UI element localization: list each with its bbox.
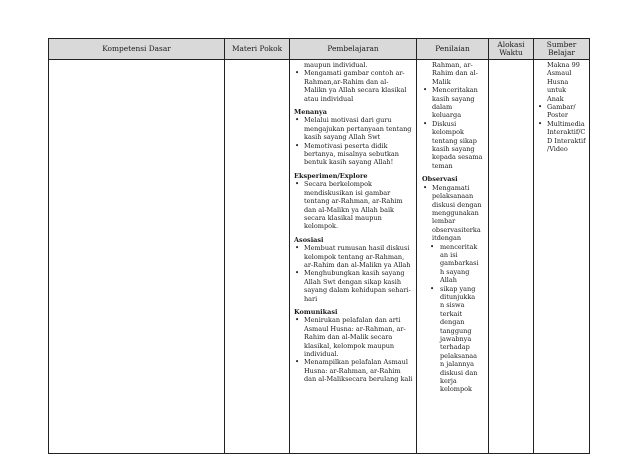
penilaian-bullet: • Menceritakan kasih sayang dalam keluarga: [422, 86, 486, 120]
header-penilaian: Penilaian: [417, 39, 489, 60]
observasi-sub-bullet: • menceritak an isi gambarkasi h sayang Allah: [422, 243, 486, 285]
intro-continuation: maupun individual.: [304, 61, 368, 69]
header-pembelajaran: Pembelajaran: [290, 39, 417, 60]
sumber-bullet: • Gambar/ Poster: [537, 103, 587, 120]
cell-pembelajaran: [290, 60, 417, 454]
observasi-heading: Observasi: [422, 175, 458, 184]
komunikasi-bullet: • Menirukan pelafalan dan arti Asmaul Husna: ar-Rahman, ar- Rahim dan al-Malik secara klasikal, kelompok maupun individual.: [294, 316, 414, 358]
penilaian-continuation: Rahman, ar- Rahim dan al- Malik: [432, 61, 478, 86]
komunikasi-heading: Komunikasi: [294, 307, 338, 316]
cell-kompetensi-dasar: [49, 60, 225, 454]
header-kompetensi-dasar: Kompetensi Dasar: [49, 39, 225, 60]
sumber-bullet: • Multimedia Interaktif/C D Interaktif /Video: [537, 120, 587, 154]
lesson-plan-table: [48, 38, 590, 454]
asosiasi-heading: Asosiasi: [294, 235, 324, 244]
header-materi-pokok: Materi Pokok: [225, 39, 290, 60]
observasi-sub-bullet: • sikap yang ditunjukka n siswa terkait dengan tanggung jawabnya terhadap pelaksanaa n jalannya diskusi dan kerja kelompok: [422, 285, 486, 394]
header-row: [49, 39, 590, 60]
observasi-bullet: • Mengamati pelaksanaan diskusi dengan menggunakan lembar observasiterka itdengan: [422, 184, 486, 243]
cell-alokasi-waktu: [489, 60, 534, 454]
cell-penilaian: [417, 60, 489, 454]
cell-sumber-belajar: [534, 60, 590, 454]
header-sumber-belajar: Sumber Belajar: [534, 39, 590, 60]
header-alokasi-waktu: Alokasi Waktu: [489, 39, 534, 60]
komunikasi-bullet: • Menampilkan pelafalan Asmaul Husna: ar-Rahman, ar-Rahim dan al-Maliksecara berulang kali: [294, 358, 414, 383]
cell-materi-pokok: [225, 60, 290, 454]
asosiasi-bullet: • Membuat rumusan hasil diskusi kelompok tentang ar-Rahman, ar-Rahim dan al-Malikn ya Allah: [294, 244, 414, 269]
sumber-continuation: Makna 99 Asmaul Husna untuk Anak: [547, 61, 580, 103]
intro-bullet: • Mengamati gambar contoh ar- Rahman,ar-Rahim dan al- Malikn ya Allah secara klasikal atau individual: [294, 69, 414, 103]
menanya-bullet: • Melalui motivasi dari guru mengajukan pertanyaan tentang kasih sayang Allah Swt: [294, 116, 414, 141]
penilaian-bullet: • Diskusi kelompok tentang sikap kasih sayang kepada sesama teman: [422, 120, 486, 170]
content-row: [49, 60, 590, 454]
asosiasi-bullet: • Menghubungkan kasih sayang Allah Swt dengan sikap kasih sayang dalam kehidupan sehari- hari: [294, 269, 414, 303]
eksperimen-bullet: • Secara berkelompok mendiskusikan isi gambar tentang ar-Rahman, ar-Rahim dan al-Malikn ya Allah baik secara klasikal maupun kelompok.: [294, 180, 414, 230]
menanya-bullet: • Memotivasi peserta didik bertanya, misalnya sebutkan bentuk kasih sayang Allah!: [294, 142, 414, 167]
eksperimen-heading: Eksperimen/Explore: [294, 171, 368, 180]
menanya-heading: Menanya: [294, 108, 327, 117]
